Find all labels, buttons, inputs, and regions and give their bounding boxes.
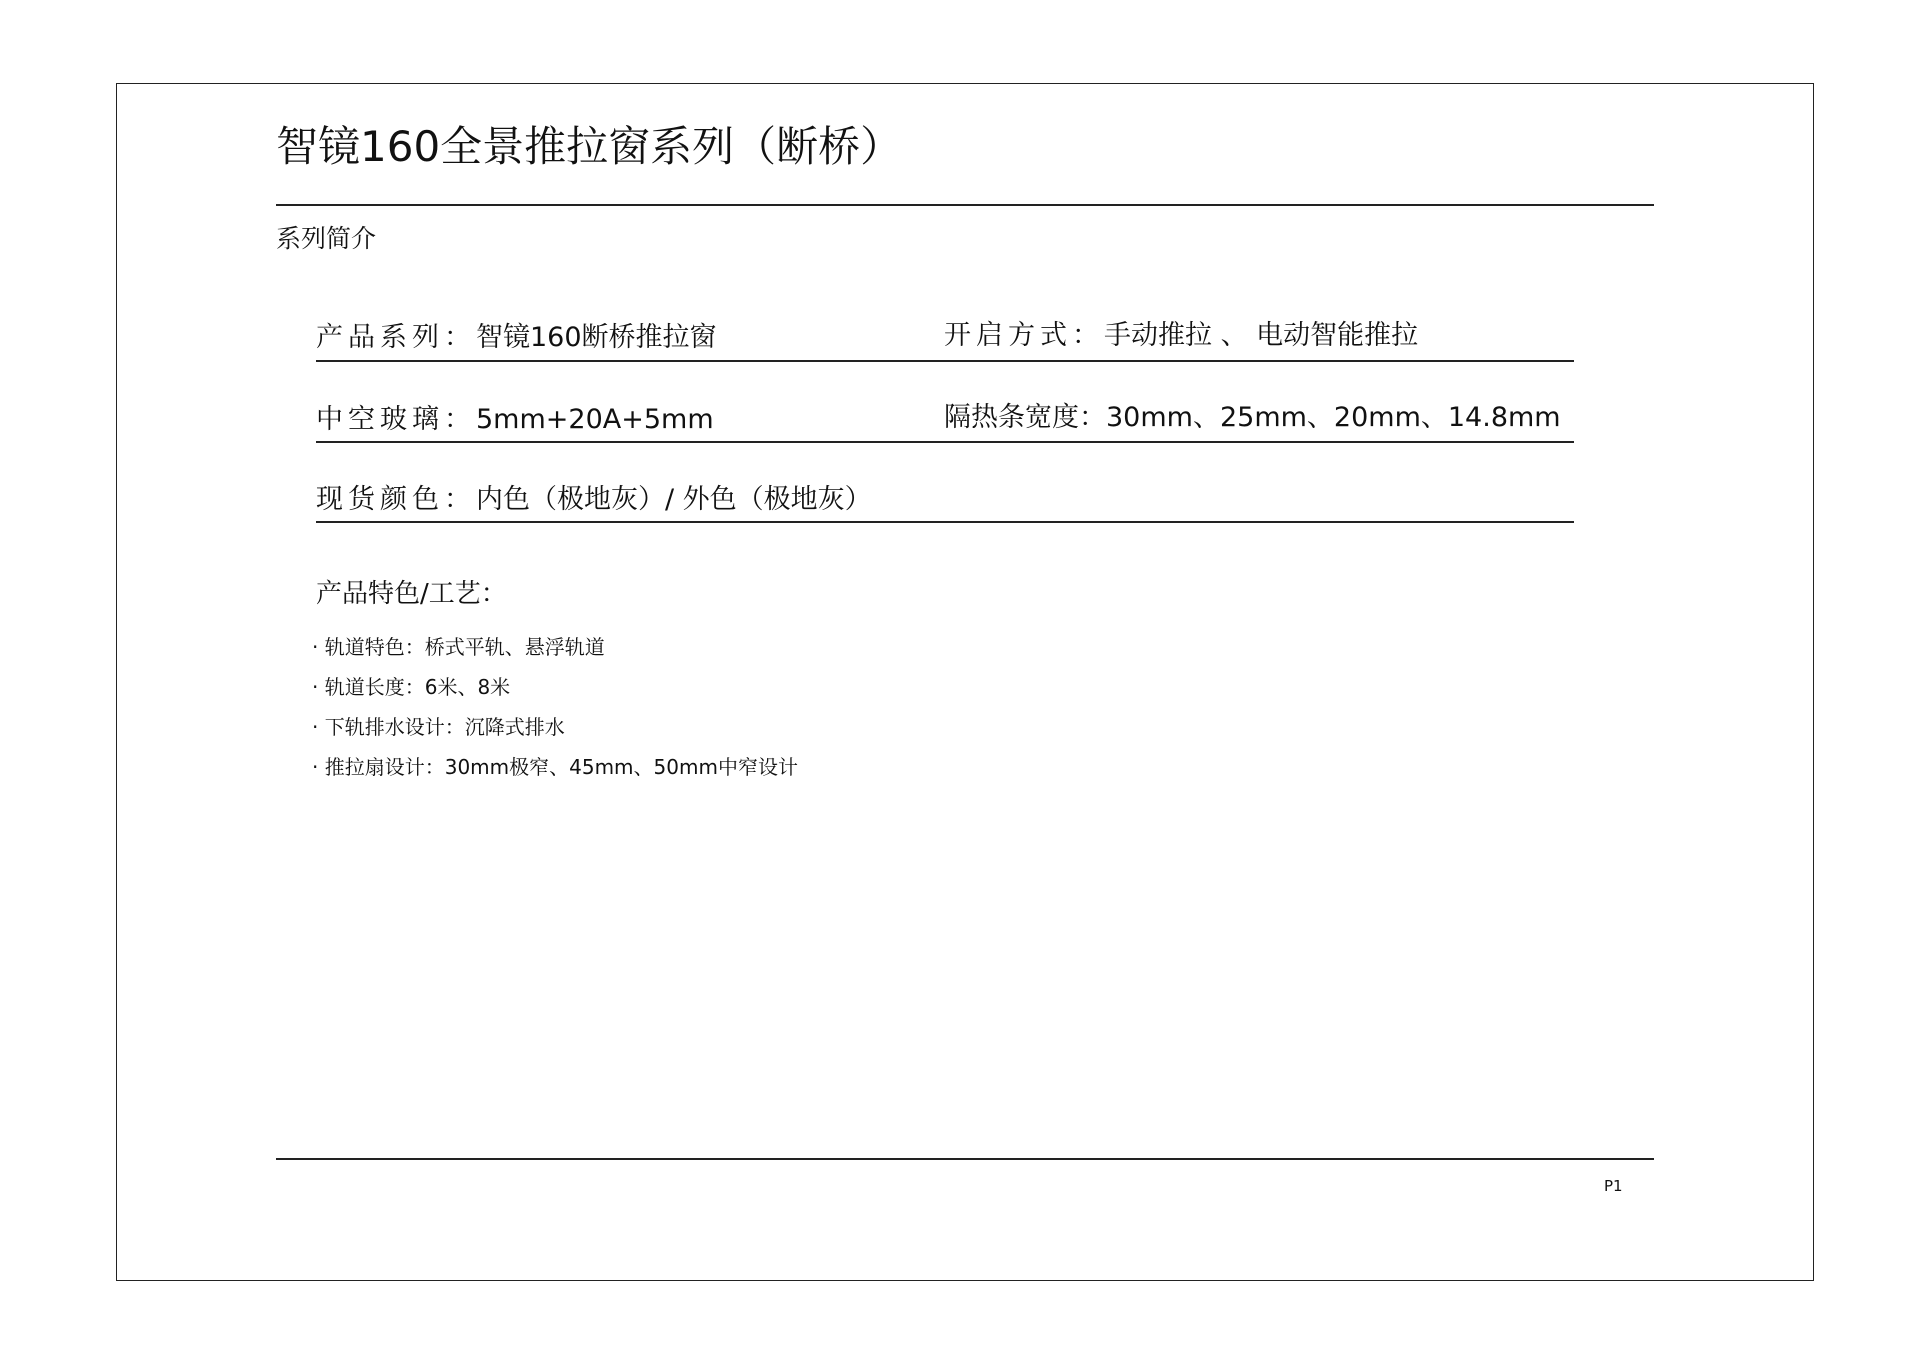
spec-label: 中空玻璃：	[316, 404, 476, 435]
spec-label: 开启方式：	[944, 320, 1104, 351]
spec-value: 手动推拉 、 电动智能推拉	[1104, 320, 1419, 351]
feature-list	[312, 634, 798, 794]
spec-value: 5mm+20A+5mm	[476, 404, 714, 435]
spec-insulated-glass	[316, 402, 714, 438]
spec-thermal-strip-width	[944, 400, 1561, 436]
page-title: 智镜160全景推拉窗系列（断桥）	[276, 122, 903, 171]
features-heading: 产品特色/工艺：	[316, 579, 507, 609]
spec-value: 30mm、25mm、20mm、14.8mm	[1106, 402, 1561, 433]
header-divider	[276, 204, 1654, 206]
spec-label: 隔热条宽度：	[944, 402, 1106, 433]
spec-label: 现货颜色：	[316, 484, 476, 515]
spec-value: 智镜160断桥推拉窗	[476, 322, 717, 353]
spec-row-divider	[316, 441, 1574, 443]
spec-row-divider	[316, 521, 1574, 523]
feature-item: · 轨道特色：桥式平轨、悬浮轨道	[312, 635, 605, 659]
feature-item: · 推拉扇设计：30mm极窄、45mm、50mm中窄设计	[312, 755, 798, 779]
feature-item: · 下轨排水设计：沉降式排水	[312, 715, 565, 739]
spec-opening-method	[944, 318, 1418, 354]
spec-label: 产品系列：	[316, 322, 476, 353]
spec-product-series	[316, 320, 717, 356]
feature-item: · 轨道长度：6米、8米	[312, 675, 511, 699]
page-number: P1	[1604, 1177, 1623, 1195]
spec-stock-colors	[316, 482, 872, 518]
section-title: 系列简介	[276, 224, 377, 253]
spec-value: 内色（极地灰）/ 外色（极地灰）	[476, 484, 872, 515]
spec-row-divider	[316, 360, 1574, 362]
footer-divider	[276, 1158, 1654, 1160]
